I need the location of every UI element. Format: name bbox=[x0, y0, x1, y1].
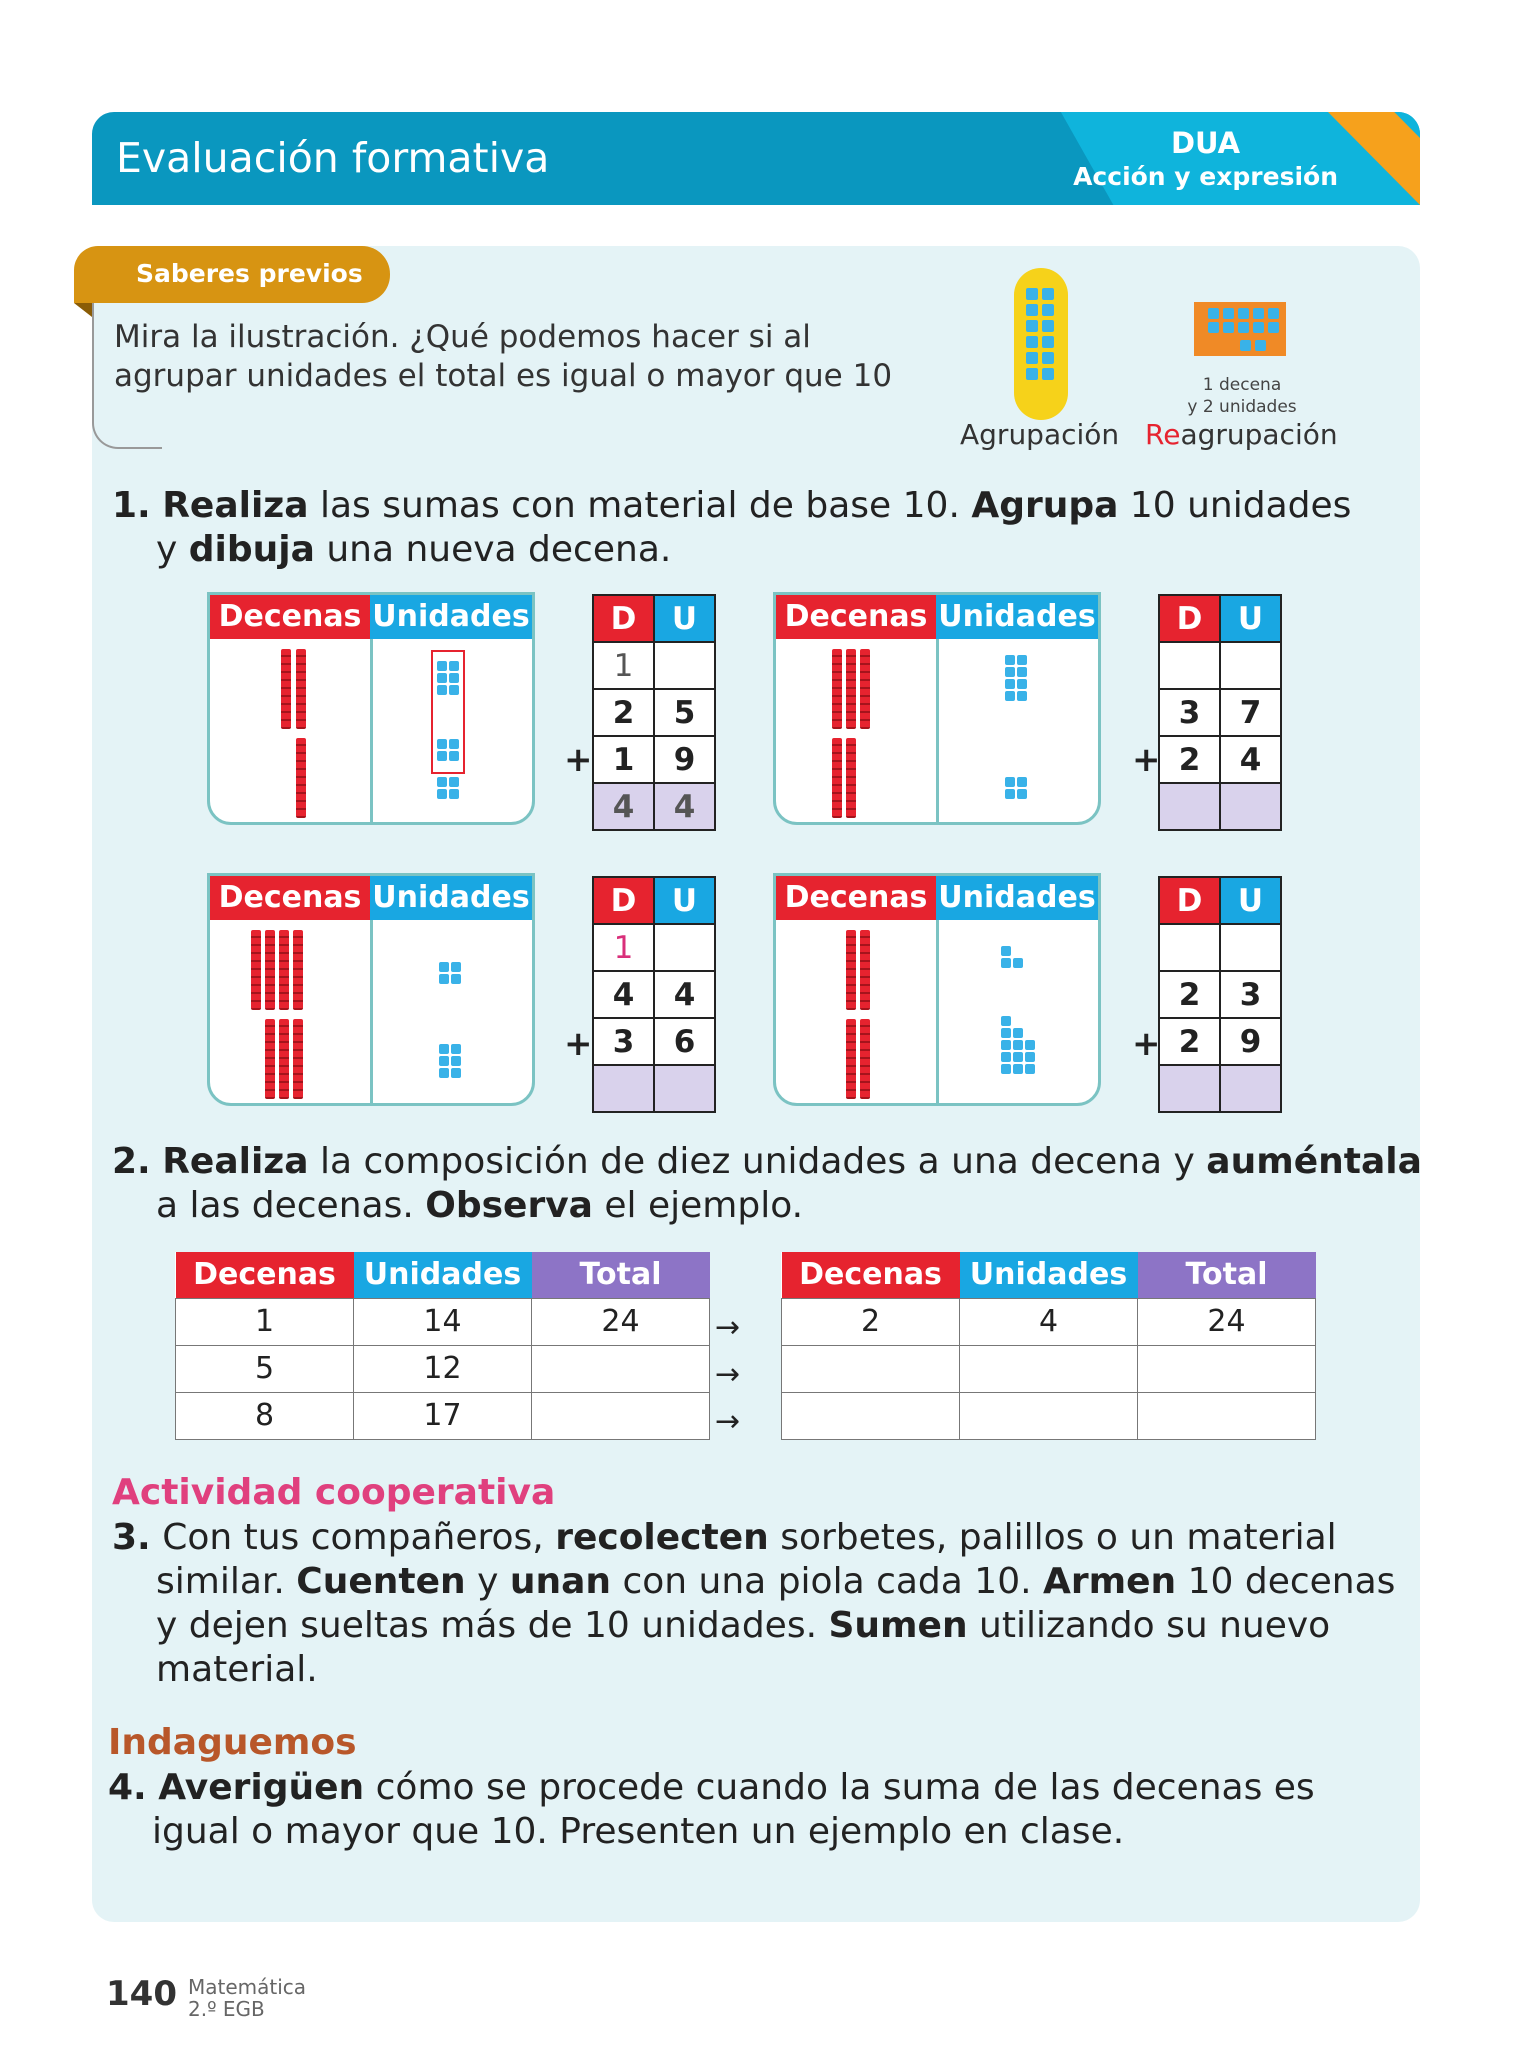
decenas-header: Decenas bbox=[210, 595, 370, 639]
question-3-line2: similar. Cuenten y unan con una piola cada 10. Armen 10 decenas bbox=[156, 1561, 1396, 1602]
question-3-line3: y dejen sueltas más de 10 unidades. Sumen utilizando su nuevo bbox=[156, 1605, 1331, 1646]
table-row: 5 12 bbox=[176, 1345, 710, 1392]
base10-board-3 bbox=[207, 873, 535, 1106]
du-table-1: D U 1 2 5 1 9 4 4 bbox=[592, 594, 716, 831]
ten-rod bbox=[279, 1019, 289, 1099]
question-3: 3. Con tus compañeros, recolecten sorbetes, palillos o un material bbox=[112, 1517, 1337, 1558]
reagrupacion-caption: Reagrupación bbox=[1145, 418, 1338, 451]
unit-cubes bbox=[1005, 655, 1027, 701]
base10-board-4 bbox=[773, 873, 1101, 1106]
composition-table-left: Decenas Unidades Total 1 14 24 5 12 8 17 bbox=[175, 1252, 710, 1440]
ten-rod bbox=[293, 930, 303, 1010]
base10-board-1 bbox=[207, 592, 535, 825]
unit-cubes bbox=[439, 1044, 461, 1078]
decenas-header: Decenas bbox=[210, 876, 370, 920]
dua-subtitle: Acción y expresión bbox=[1073, 162, 1338, 191]
question-4-line2: igual o mayor que 10. Presenten un ejemplo en clase. bbox=[152, 1811, 1125, 1852]
base10-board-2 bbox=[773, 592, 1101, 825]
ten-rod bbox=[846, 1019, 856, 1099]
dua-label bbox=[1073, 126, 1338, 191]
unit-cubes bbox=[437, 739, 459, 761]
ten-rod bbox=[279, 930, 289, 1010]
plus-sign: + bbox=[564, 1024, 593, 1064]
plus-sign: + bbox=[1132, 1024, 1161, 1064]
section-header bbox=[92, 112, 1420, 205]
unit-cubes bbox=[1001, 946, 1023, 968]
unit-cubes bbox=[1005, 777, 1027, 799]
question-4: 4. Averigüen cómo se procede cuando la suma de las decenas es bbox=[108, 1767, 1315, 1808]
ten-rod bbox=[860, 930, 870, 1010]
unidades-header: Unidades bbox=[936, 595, 1098, 639]
page-title: Evaluación formativa bbox=[116, 134, 550, 182]
du-table-2: D U 3 7 2 4 bbox=[1158, 594, 1282, 831]
du-table-4: D U 2 3 2 9 bbox=[1158, 876, 1282, 1113]
ten-rod bbox=[846, 930, 856, 1010]
unidades-header: Unidades bbox=[370, 595, 532, 639]
ten-rod bbox=[846, 738, 856, 818]
regroup-note: 1 decena y 2 unidades bbox=[1187, 375, 1297, 417]
ten-rod bbox=[296, 649, 306, 729]
question-1-line2: y dibuja una nueva decena. bbox=[156, 529, 672, 570]
saberes-tag: Saberes previos bbox=[74, 246, 390, 303]
unidades-header: Unidades bbox=[370, 876, 532, 920]
arrow-icon: → bbox=[715, 1357, 741, 1392]
page-number: 140 bbox=[106, 1974, 177, 2014]
unit-cubes bbox=[1001, 1016, 1035, 1074]
plus-sign: + bbox=[564, 740, 593, 780]
du-table-3: D U 1 4 4 3 6 bbox=[592, 876, 716, 1113]
unidades-header: Unidades bbox=[936, 876, 1098, 920]
ten-rod bbox=[860, 649, 870, 729]
arrow-icon: → bbox=[715, 1310, 741, 1345]
arrow-icon: → bbox=[715, 1404, 741, 1439]
ten-rod bbox=[296, 738, 306, 818]
unit-cubes bbox=[437, 777, 459, 799]
ten-rod bbox=[860, 1019, 870, 1099]
table-row: 8 17 bbox=[176, 1392, 710, 1439]
saberes-text: Mira la ilustración. ¿Qué podemos hacer si al agrupar unidades el total es igual o mayor que 10 bbox=[114, 319, 893, 394]
question-1: 1. Realiza las sumas con material de base 10. Agrupa 10 unidades bbox=[112, 485, 1352, 526]
question-3-line4: material. bbox=[156, 1649, 318, 1690]
unit-cubes bbox=[437, 661, 459, 695]
ten-rod bbox=[846, 649, 856, 729]
ten-rod bbox=[281, 649, 291, 729]
table-row: 1 14 24 bbox=[176, 1298, 710, 1345]
decenas-header: Decenas bbox=[776, 595, 936, 639]
table-row: 2 4 24 bbox=[782, 1298, 1316, 1345]
decenas-header: Decenas bbox=[776, 876, 936, 920]
dua-title: DUA bbox=[1170, 126, 1241, 160]
ten-rod bbox=[265, 1019, 275, 1099]
agrupacion-caption: Agrupación bbox=[960, 418, 1120, 451]
regrouped-units-illustration bbox=[1194, 300, 1288, 360]
indaguemos-title: Indaguemos bbox=[108, 1722, 357, 1763]
ten-rod bbox=[832, 649, 842, 729]
unit-cubes bbox=[439, 962, 461, 984]
ten-rod bbox=[293, 1019, 303, 1099]
ten-rod bbox=[265, 930, 275, 1010]
table-row bbox=[782, 1392, 1316, 1439]
cooperative-title: Actividad cooperativa bbox=[112, 1472, 556, 1513]
question-2: 2. Realiza la composición de diez unidades a una decena y auméntala bbox=[112, 1141, 1422, 1182]
ten-rod bbox=[251, 930, 261, 1010]
tag-fold bbox=[74, 303, 92, 317]
plus-sign: + bbox=[1132, 740, 1161, 780]
footer-subject: Matemática 2.º EGB bbox=[188, 1975, 307, 2021]
question-2-line2: a las decenas. Observa el ejemplo. bbox=[156, 1185, 804, 1226]
grouped-units-illustration bbox=[1012, 266, 1072, 424]
ten-rod bbox=[832, 738, 842, 818]
table-row bbox=[782, 1345, 1316, 1392]
composition-table-right: Decenas Unidades Total 2 4 24 bbox=[781, 1252, 1316, 1440]
